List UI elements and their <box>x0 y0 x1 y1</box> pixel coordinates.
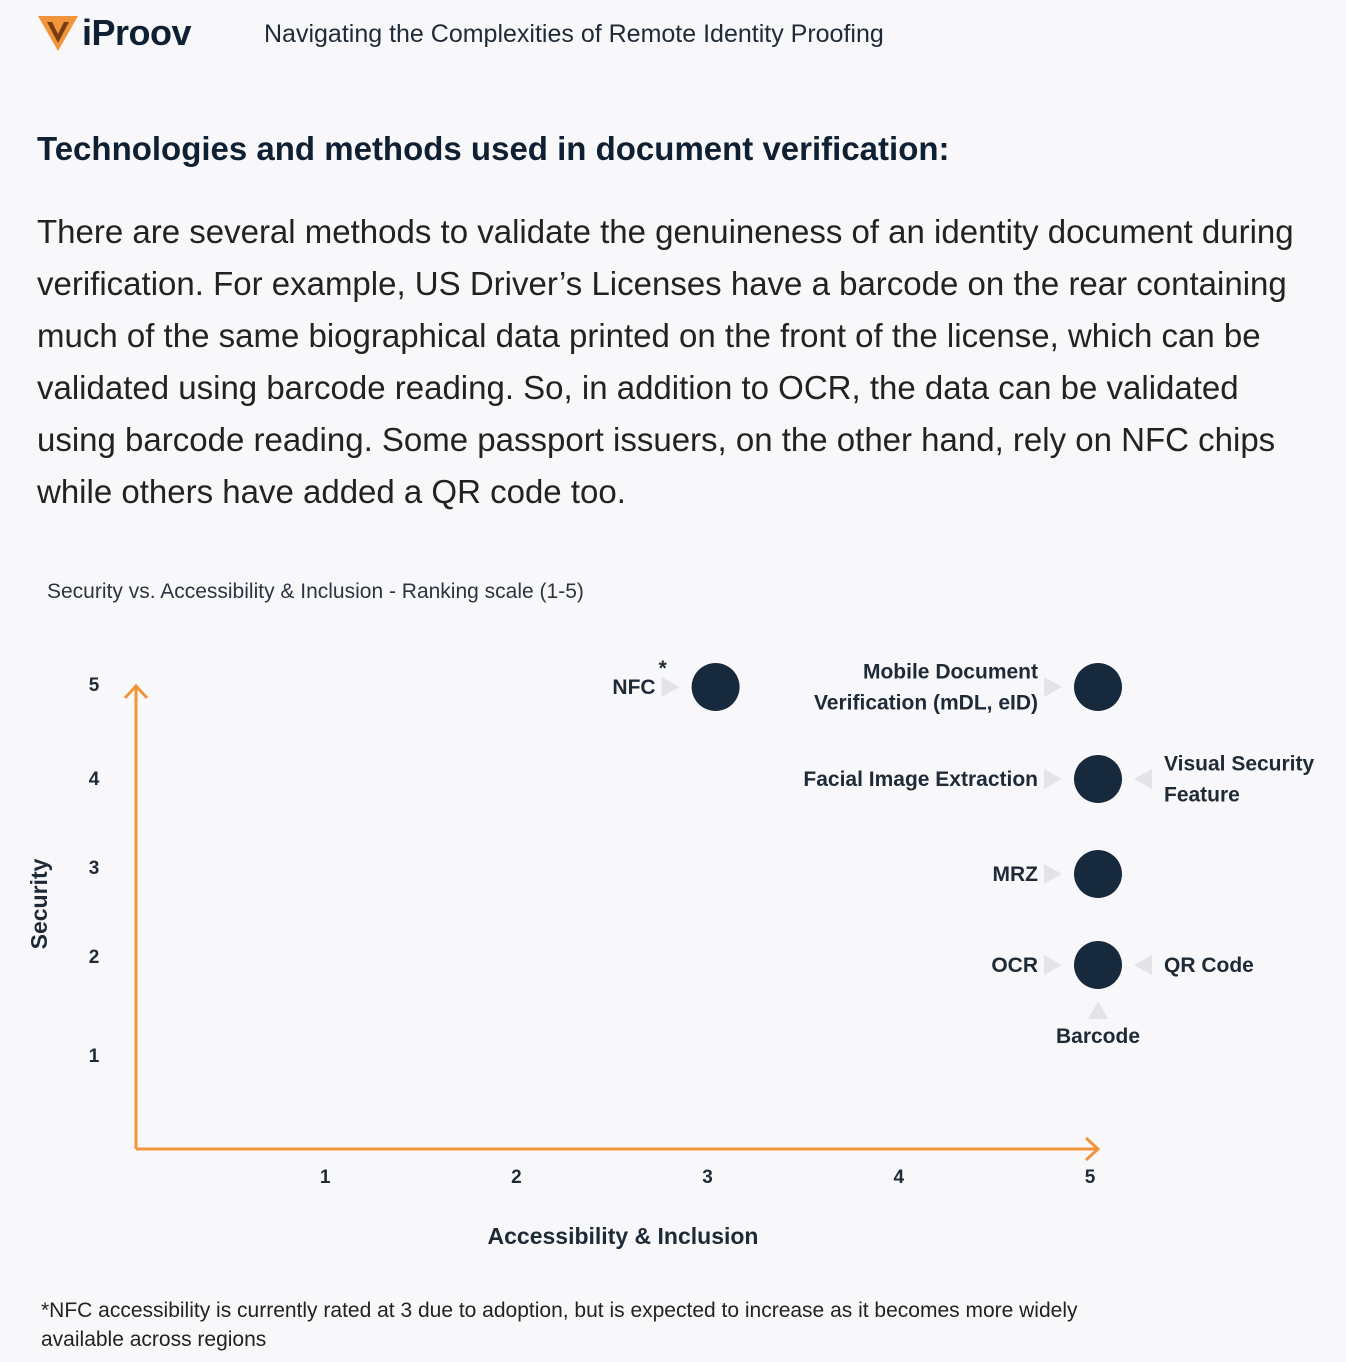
chart-title: Security vs. Accessibility & Inclusion - Ranking scale (1-5) <box>47 580 584 603</box>
intro-paragraph: There are several methods to validate the genuineness of an identity document during verification. For example, US Driver’s Licenses have a barcode on the rear containing much of the same biographical data printed on the front of the license, which can be validated using barcode reading. So, in addition to OCR, the data can be validated using barcode reading. Some passport issuers, on the other hand, rely on NFC chips while others have added a QR code too. <box>37 213 1294 510</box>
pointer-arrow-icon <box>1088 1001 1108 1019</box>
point-label: Barcode <box>1055 1025 1141 1048</box>
point-label: MRZ <box>992 863 1038 886</box>
pointer-arrow-icon <box>662 677 680 697</box>
y-axis <box>125 686 147 1149</box>
point-label: Facial Image Extraction <box>803 768 1038 791</box>
logo-text: iProov <box>82 12 192 53</box>
x-tick-label: 4 <box>893 1167 905 1188</box>
pointer-arrow-icon <box>1134 769 1152 789</box>
y-tick-label: 3 <box>88 858 100 879</box>
data-point-group <box>991 941 1254 1048</box>
y-tick-label: 5 <box>88 675 100 696</box>
data-point-group <box>612 657 739 711</box>
section-heading: Technologies and methods used in document verification: <box>37 130 950 167</box>
logo[interactable] <box>38 12 191 54</box>
y-tick-label: 1 <box>88 1046 100 1067</box>
point-label-footnote-mark: * <box>658 657 667 680</box>
scatter-chart <box>0 560 1346 1280</box>
pointer-arrow-icon <box>1044 864 1062 884</box>
y-tick-label: 2 <box>88 947 100 968</box>
y-tick-label: 4 <box>88 769 100 790</box>
data-point <box>1074 755 1122 803</box>
x-axis-label: Accessibility & Inclusion <box>487 1223 759 1249</box>
x-tick-label: 1 <box>319 1167 331 1188</box>
document-title: Navigating the Complexities of Remote Identity Proofing <box>264 20 884 48</box>
x-tick-label: 5 <box>1084 1167 1096 1188</box>
data-point-group <box>993 850 1123 898</box>
pointer-arrow-icon <box>1044 769 1062 789</box>
point-label: Feature <box>1164 783 1240 807</box>
data-points <box>612 657 1314 1048</box>
data-point-group <box>803 753 1314 807</box>
point-label: Verification (mDL, eID) <box>813 691 1038 715</box>
data-point <box>1074 850 1122 898</box>
x-axis <box>136 1138 1098 1160</box>
chart-svg <box>0 560 1346 1280</box>
data-point <box>1074 663 1122 711</box>
y-axis-label: Security <box>26 858 52 950</box>
x-tick-label: 2 <box>511 1167 522 1188</box>
point-label: NFC <box>612 676 656 699</box>
point-label: Mobile Document <box>862 660 1038 684</box>
axis-ticks <box>89 675 1096 1188</box>
pointer-arrow-icon <box>1134 955 1152 975</box>
point-label: QR Code <box>1164 954 1254 977</box>
point-label: OCR <box>991 954 1038 977</box>
data-point <box>1074 941 1122 989</box>
x-tick-label: 3 <box>702 1167 713 1188</box>
pointer-arrow-icon <box>1044 677 1062 697</box>
iproov-logo-icon <box>38 14 78 52</box>
point-label: Visual Security <box>1164 752 1315 776</box>
pointer-arrow-icon <box>1044 955 1062 975</box>
data-point <box>692 663 740 711</box>
footnote: *NFC accessibility is currently rated at 3 due to adoption, but is expected to increase as it becomes more widely available across regions <box>41 1299 1078 1351</box>
data-point-group <box>814 661 1122 715</box>
header <box>38 12 1038 62</box>
